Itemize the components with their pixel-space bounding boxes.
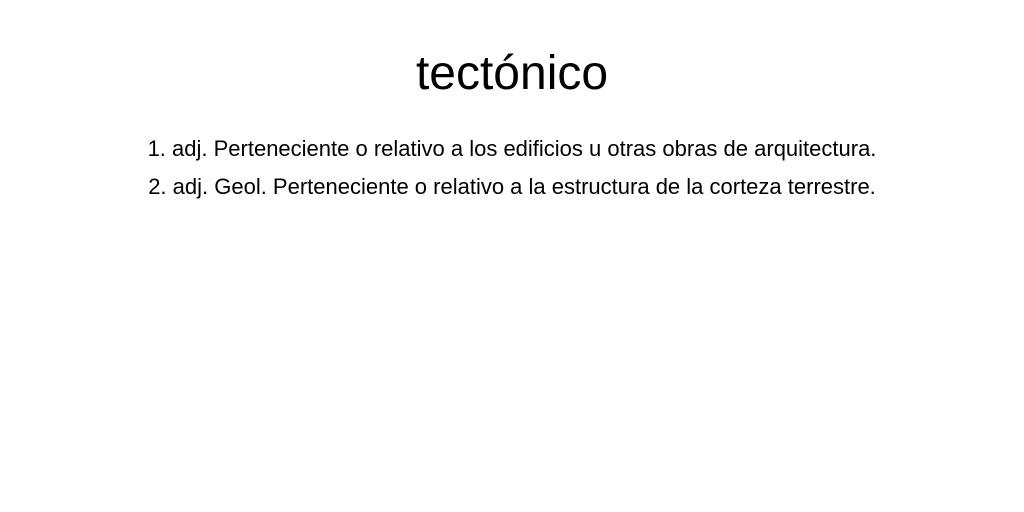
headword-title: tectónico xyxy=(415,47,609,100)
definition-list xyxy=(0,130,1024,206)
definition-item-2: 2. adj. Geol. Perteneciente o relativo a la estructura de la corteza terrestre. xyxy=(148,174,876,199)
definition-item-1: 1. adj. Perteneciente o relativo a los edificios u otras obras de arquitectura. xyxy=(147,136,877,161)
